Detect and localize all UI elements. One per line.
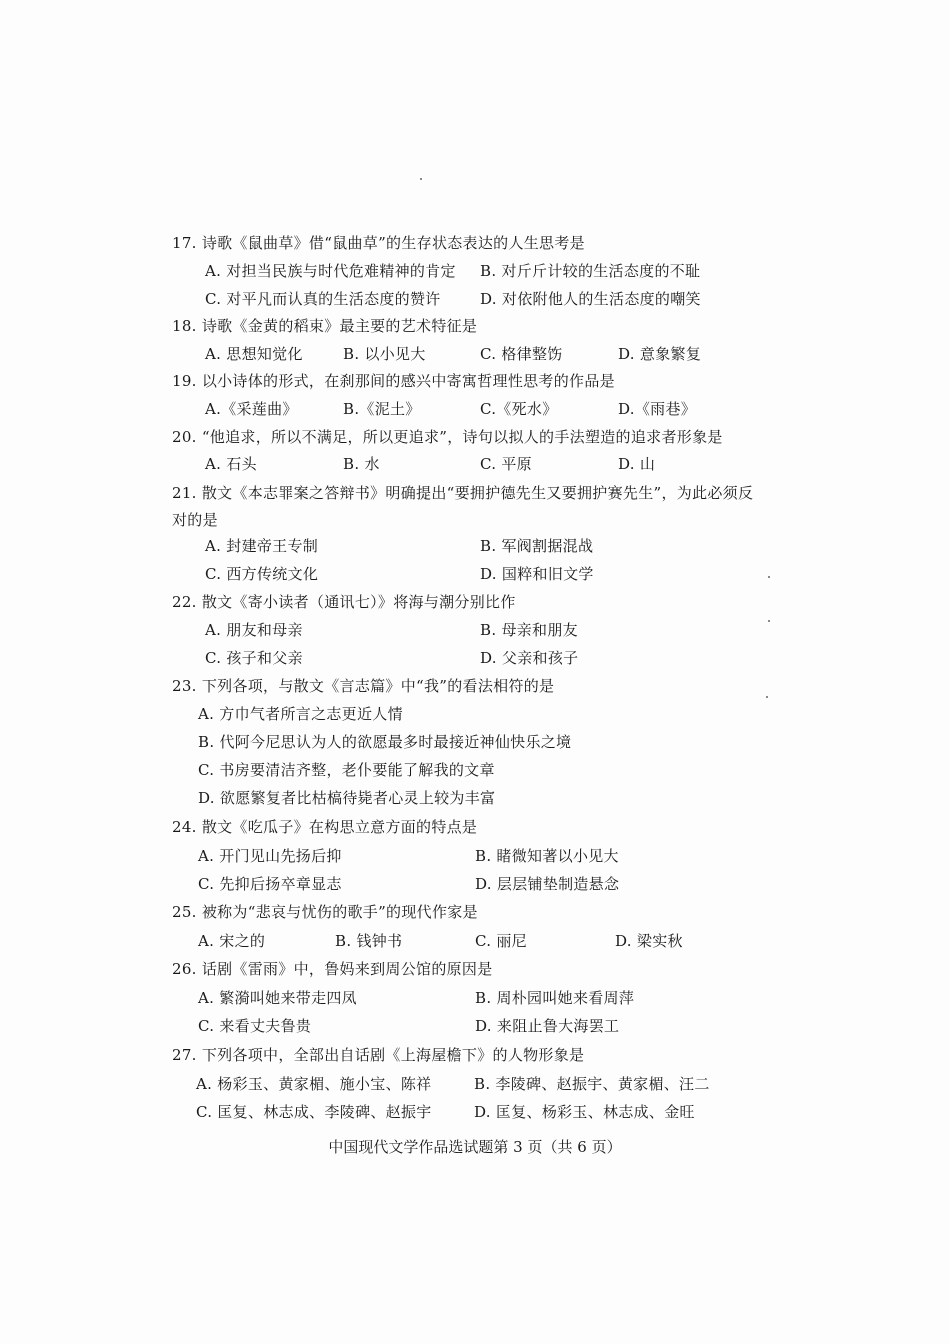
question-27: 27. 下列各项中，全部出自话剧《上海屋檐下》的人物形象是 [172, 1046, 585, 1064]
q18-option-a: A. 思想知觉化 [205, 345, 303, 363]
q21-option-d: D. 国粹和旧文学 [480, 565, 594, 583]
q17-option-d: D. 对依附他人的生活态度的嘲笑 [480, 290, 701, 308]
question-22: 22. 散文《寄小读者（通讯七）》将海与潮分别比作 [172, 593, 516, 611]
q25-option-d: D. 梁实秋 [615, 932, 683, 950]
q17-option-c: C. 对平凡而认真的生活态度的赞许 [205, 290, 441, 308]
q22-option-b: B. 母亲和朋友 [480, 621, 578, 639]
scan-speck [768, 576, 770, 578]
question-26: 26. 话剧《雷雨》中，鲁妈来到周公馆的原因是 [172, 960, 493, 978]
q17-option-b: B. 对斤斤计较的生活态度的不耻 [480, 262, 701, 280]
q18-option-b: B. 以小见大 [343, 345, 426, 363]
q23-option-d: D. 欲愿繁复者比枯槁待毙者心灵上较为丰富 [198, 789, 496, 807]
q22-option-a: A. 朋友和母亲 [205, 621, 303, 639]
q19-option-c: C.《死水》 [480, 400, 558, 418]
question-19: 19. 以小诗体的形式，在刹那间的感兴中寄寓哲理性思考的作品是 [172, 372, 615, 390]
q23-option-a: A. 方巾气者所言之志更近人情 [198, 705, 403, 723]
page-footer: 中国现代文学作品选试题第 3 页（共 6 页） [328, 1138, 622, 1156]
q21-option-a: A. 封建帝王专制 [205, 537, 319, 555]
q20-option-a: A. 石头 [205, 455, 257, 473]
q26-option-d: D. 来阻止鲁大海罢工 [475, 1017, 620, 1035]
q26-option-b: B. 周朴园叫她来看周萍 [475, 989, 635, 1007]
q27-option-a: A. 杨彩玉、黄家楣、施小宝、陈祥 [196, 1075, 432, 1093]
q27-option-d: D. 匡复、杨彩玉、林志成、金旺 [474, 1103, 695, 1121]
q21-option-c: C. 西方传统文化 [205, 565, 319, 583]
question-21: 21. 散文《本志罪案之答辩书》明确提出“要拥护德先生又要拥护赛先生”，为此必须反对的是 [172, 484, 754, 529]
q24-option-c: C. 先抑后扬卒章显志 [198, 875, 342, 893]
q27-option-c: C. 匡复、林志成、李陵碑、赵振宇 [196, 1103, 432, 1121]
q22-option-d: D. 父亲和孩子 [480, 649, 579, 667]
q20-option-b: B. 水 [343, 455, 380, 473]
scan-speck [768, 620, 770, 622]
q20-option-c: C. 平原 [480, 455, 532, 473]
q18-option-c: C. 格律整饬 [480, 345, 563, 363]
q27-option-b: B. 李陵碑、赵振宇、黄家楣、汪二 [474, 1075, 710, 1093]
q24-option-b: B. 睹微知著以小见大 [475, 847, 619, 865]
q26-option-c: C. 来看丈夫鲁贵 [198, 1017, 312, 1035]
q20-option-d: D. 山 [618, 455, 656, 473]
scan-speck [766, 696, 768, 698]
question-20: 20. “他追求，所以不满足，所以更追求”，诗句以拟人的手法塑造的追求者形象是 [172, 428, 723, 446]
q23-option-b: B. 代阿今尼思认为人的欲愿最多时最接近神仙快乐之境 [198, 733, 572, 751]
q24-option-d: D. 层层铺垫制造悬念 [475, 875, 620, 893]
q22-option-c: C. 孩子和父亲 [205, 649, 303, 667]
q24-option-a: A. 开门见山先扬后抑 [198, 847, 342, 865]
question-18: 18. 诗歌《金黄的稻束》最主要的艺术特征是 [172, 317, 478, 335]
q17-option-a: A. 对担当民族与时代危难精神的肯定 [205, 262, 456, 280]
q25-option-b: B. 钱钟书 [335, 932, 403, 950]
question-17: 17. 诗歌《鼠曲草》借“鼠曲草”的生存状态表达的人生思考是 [172, 234, 585, 252]
q19-option-d: D.《雨巷》 [618, 400, 697, 418]
q21-option-b: B. 军阀割据混战 [480, 537, 594, 555]
scan-speck [420, 178, 422, 180]
question-24: 24. 散文《吃瓜子》在构思立意方面的特点是 [172, 818, 478, 836]
q19-option-b: B.《泥土》 [343, 400, 421, 418]
q25-option-c: C. 丽尼 [475, 932, 527, 950]
q25-option-a: A. 宋之的 [198, 932, 266, 950]
q26-option-a: A. 繁漪叫她来带走四凤 [198, 989, 357, 1007]
question-23: 23. 下列各项，与散文《言志篇》中“我”的看法相符的是 [172, 677, 555, 695]
q19-option-a: A.《采莲曲》 [205, 400, 298, 418]
q18-option-d: D. 意象繁复 [618, 345, 702, 363]
question-25: 25. 被称为“悲哀与忧伤的歌手”的现代作家是 [172, 903, 478, 921]
q23-option-c: C. 书房要清洁齐整，老仆要能了解我的文章 [198, 761, 495, 779]
